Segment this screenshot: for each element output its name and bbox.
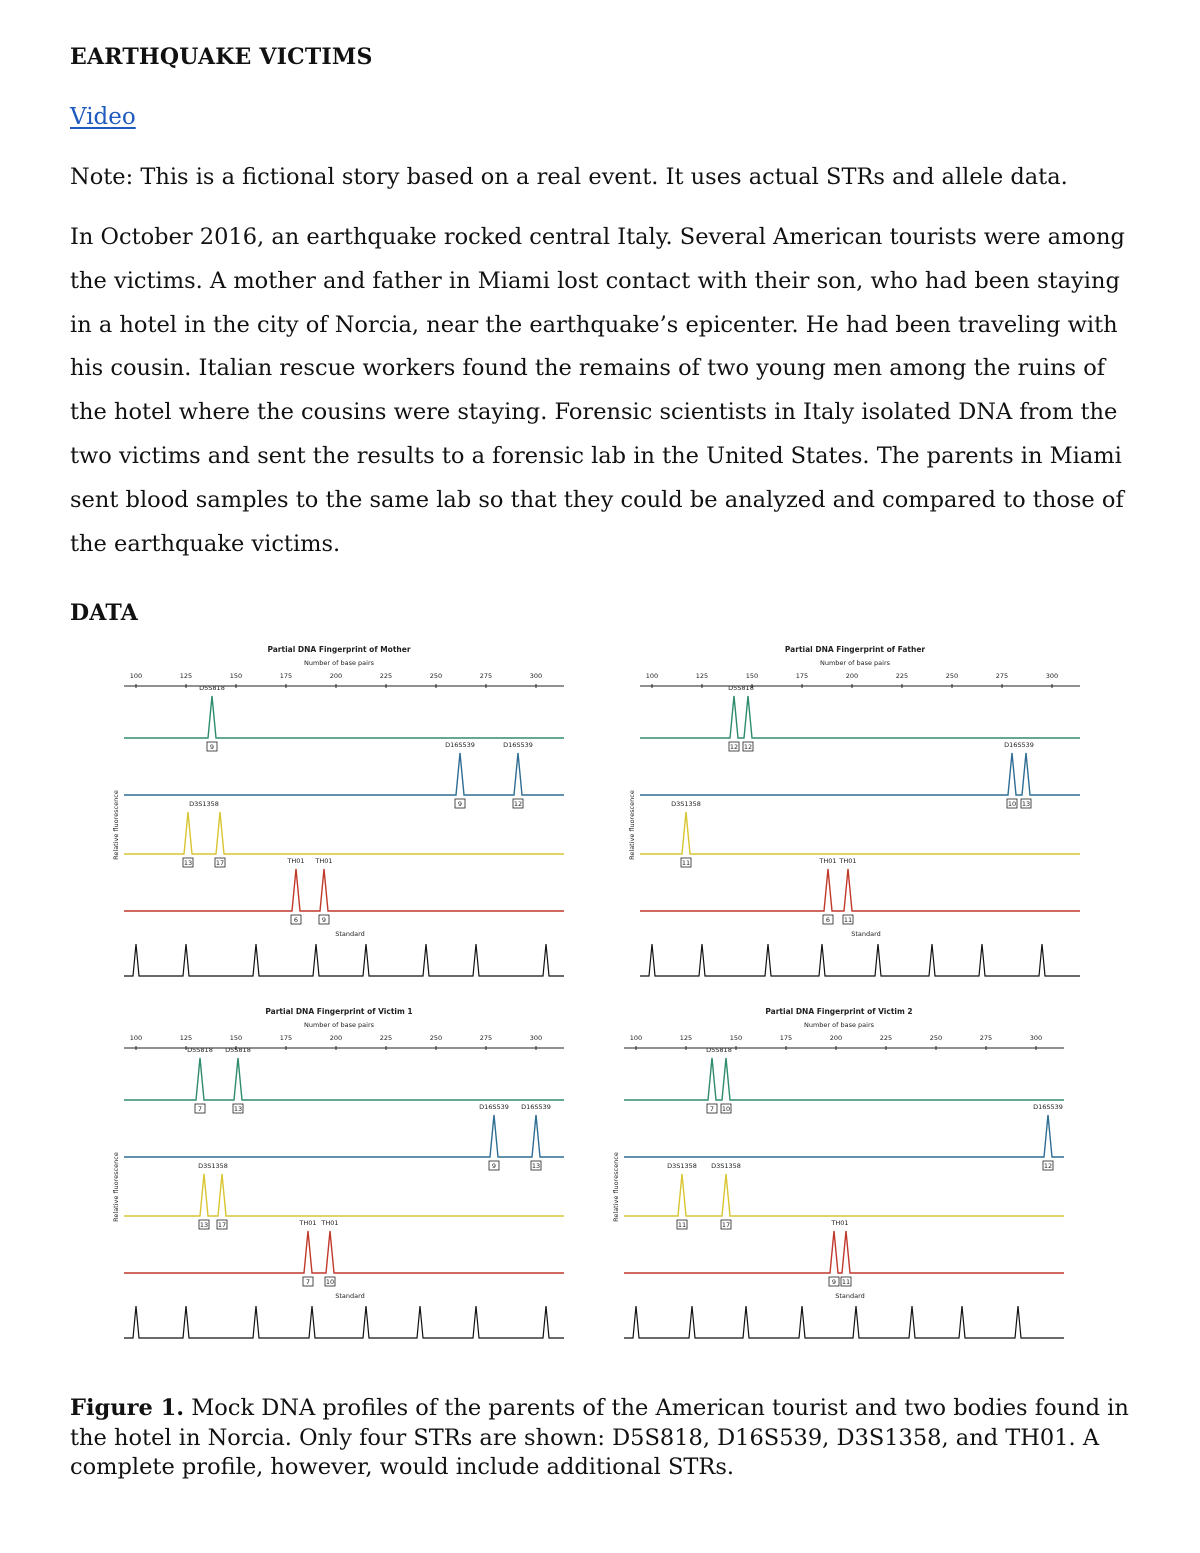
marker-label: TH01	[831, 1219, 849, 1227]
trace-th01	[124, 869, 564, 911]
marker-label: D5S818	[199, 684, 225, 692]
marker-label: D3S1358	[189, 800, 219, 808]
standard-label: Standard	[851, 930, 881, 938]
allele-value: 12	[729, 743, 739, 751]
tick-label: 125	[179, 672, 193, 680]
allele-value: 7	[305, 1278, 311, 1286]
marker-label: D3S1358	[711, 1162, 741, 1170]
tick-label: 125	[679, 1034, 693, 1042]
tick-label: 175	[279, 672, 293, 680]
trace-d3s1358	[640, 812, 1080, 854]
trace-d16s539	[624, 1115, 1064, 1157]
chart-victim-1	[114, 1002, 594, 1362]
allele-value: 11	[681, 859, 691, 867]
allele-value: 11	[843, 916, 853, 924]
allele-value: 11	[677, 1221, 687, 1229]
tick-label: 125	[695, 672, 709, 680]
marker-label: TH01	[315, 857, 333, 865]
trace-th01	[624, 1231, 1064, 1273]
allele-value: 13	[1021, 800, 1031, 808]
allele-value: 9	[209, 743, 215, 751]
trace-d5s818	[624, 1058, 1064, 1100]
allele-value: 10	[1007, 800, 1017, 808]
allele-value: 13	[199, 1221, 209, 1229]
tick-label: 250	[945, 672, 959, 680]
marker-label: D5S818	[706, 1046, 732, 1054]
trace-d5s818	[640, 696, 1080, 738]
trace-th01	[124, 1231, 564, 1273]
tick-label: 175	[279, 1034, 293, 1042]
marker-label: D5S818	[728, 684, 754, 692]
marker-label: TH01	[287, 857, 305, 865]
allele-value: 9	[321, 916, 327, 924]
chart-title: Partial DNA Fingerprint of Father	[784, 645, 926, 654]
tick-label: 200	[845, 672, 859, 680]
trace-th01	[640, 869, 1080, 911]
y-axis-label: Relative fluorescence	[112, 790, 120, 860]
y-axis-label: Relative fluorescence	[612, 1152, 620, 1222]
trace-d16s539	[640, 753, 1080, 795]
page-title: EARTHQUAKE VICTIMS	[70, 44, 373, 70]
marker-label: D3S1358	[198, 1162, 228, 1170]
allele-value: 11	[841, 1278, 851, 1286]
trace-d16s539	[124, 753, 564, 795]
trace-d3s1358	[624, 1174, 1064, 1216]
tick-label: 100	[129, 1034, 143, 1042]
marker-label: D5S818	[187, 1046, 213, 1054]
chart-victim-2	[614, 1002, 1094, 1362]
tick-label: 225	[379, 1034, 393, 1042]
tick-label: 225	[879, 1034, 893, 1042]
chart-title: Partial DNA Fingerprint of Mother	[267, 645, 411, 654]
marker-label: D16S539	[1033, 1103, 1063, 1111]
allele-value: 17	[215, 859, 225, 867]
standard-trace	[640, 944, 1080, 976]
marker-label: TH01	[819, 857, 837, 865]
video-link[interactable]: Video	[70, 104, 136, 130]
tick-label: 300	[1029, 1034, 1043, 1042]
y-axis-label: Relative fluorescence	[112, 1152, 120, 1222]
marker-label: TH01	[839, 857, 857, 865]
figure-caption	[70, 1394, 1130, 1483]
tick-label: 125	[179, 1034, 193, 1042]
tick-label: 300	[1045, 672, 1059, 680]
standard-label: Standard	[335, 1292, 365, 1300]
tick-label: 200	[829, 1034, 843, 1042]
tick-label: 150	[229, 672, 243, 680]
tick-label: 200	[329, 1034, 343, 1042]
dna-profile-svg	[614, 1002, 1074, 1347]
standard-trace	[124, 1306, 564, 1338]
tick-label: 300	[529, 1034, 543, 1042]
marker-label: TH01	[321, 1219, 339, 1227]
dna-profile-svg	[630, 640, 1090, 985]
chart-title: Partial DNA Fingerprint of Victim 1	[265, 1007, 413, 1016]
marker-label: TH01	[299, 1219, 317, 1227]
trace-d5s818	[124, 1058, 564, 1100]
allele-value: 10	[325, 1278, 335, 1286]
trace-d3s1358	[124, 812, 564, 854]
standard-label: Standard	[335, 930, 365, 938]
x-axis-label: Number of base pairs	[303, 1021, 375, 1029]
trace-d16s539	[124, 1115, 564, 1157]
standard-label: Standard	[835, 1292, 865, 1300]
marker-label: D16S539	[445, 741, 475, 749]
tick-label: 250	[929, 1034, 943, 1042]
tick-label: 200	[329, 672, 343, 680]
tick-label: 225	[895, 672, 909, 680]
marker-label: D3S1358	[671, 800, 701, 808]
dna-profile-svg	[114, 640, 574, 985]
allele-value: 9	[831, 1278, 837, 1286]
tick-label: 250	[429, 1034, 443, 1042]
tick-label: 275	[995, 672, 1009, 680]
standard-trace	[624, 1306, 1064, 1338]
marker-label: D16S539	[479, 1103, 509, 1111]
marker-label: D3S1358	[667, 1162, 697, 1170]
trace-d3s1358	[124, 1174, 564, 1216]
allele-value: 13	[183, 859, 193, 867]
marker-label: D5S818	[225, 1046, 251, 1054]
tick-label: 250	[429, 672, 443, 680]
allele-value: 13	[233, 1105, 243, 1113]
allele-value: 7	[197, 1105, 203, 1113]
allele-value: 17	[721, 1221, 731, 1229]
x-axis-label: Number of base pairs	[303, 659, 375, 667]
allele-value: 12	[743, 743, 753, 751]
allele-value: 9	[457, 800, 463, 808]
tick-label: 100	[629, 1034, 643, 1042]
tick-label: 175	[779, 1034, 793, 1042]
x-axis-label: Number of base pairs	[803, 1021, 875, 1029]
allele-value: 6	[825, 916, 831, 924]
allele-value: 17	[217, 1221, 227, 1229]
story-paragraph: In October 2016, an earthquake rocked central Italy. Several American tourists were among the victims. A mother and father in Miami lost contact with their son, who had been staying in a hotel in the city of Norcia, near the earthquake’s epicenter. He had been traveling with his cousin. Italian rescue workers found the remains of two young men among the ruins of the hotel where the cousins were staying. Forensic scientists in Italy isolated DNA from the two victims and sent the results to a forensic lab in the United States. The parents in Miami sent blood samples to the same lab so that they could be analyzed and compared to those of the earthquake victims.	[70, 224, 1125, 557]
chart-mother	[114, 640, 594, 1000]
tick-label: 150	[229, 1034, 243, 1042]
data-heading: DATA	[70, 600, 138, 626]
tick-label: 150	[729, 1034, 743, 1042]
x-axis-label: Number of base pairs	[819, 659, 891, 667]
trace-d5s818	[124, 696, 564, 738]
allele-value: 13	[531, 1162, 541, 1170]
tick-label: 100	[129, 672, 143, 680]
chart-father	[630, 640, 1110, 1000]
tick-label: 275	[979, 1034, 993, 1042]
tick-label: 175	[795, 672, 809, 680]
tick-label: 275	[479, 1034, 493, 1042]
marker-label: D16S539	[503, 741, 533, 749]
standard-trace	[124, 944, 564, 976]
chart-title: Partial DNA Fingerprint of Victim 2	[765, 1007, 913, 1016]
dna-profile-svg	[114, 1002, 574, 1347]
y-axis-label: Relative fluorescence	[628, 790, 636, 860]
caption-text: Mock DNA profiles of the parents of the American tourist and two bodies found in the hotel in Norcia. Only four STRs are shown: D5S818, D16S539, D3S1358, and TH01. A complete profile, however, would include additional STRs.	[70, 1395, 1129, 1480]
allele-value: 7	[709, 1105, 715, 1113]
allele-value: 12	[1043, 1162, 1053, 1170]
allele-value: 12	[513, 800, 523, 808]
tick-label: 225	[379, 672, 393, 680]
tick-label: 275	[479, 672, 493, 680]
tick-label: 150	[745, 672, 759, 680]
allele-value: 9	[491, 1162, 497, 1170]
caption-label: Figure 1.	[70, 1395, 185, 1421]
marker-label: D16S539	[1004, 741, 1034, 749]
marker-label: D16S539	[521, 1103, 551, 1111]
tick-label: 100	[645, 672, 659, 680]
tick-label: 300	[529, 672, 543, 680]
allele-value: 10	[721, 1105, 731, 1113]
allele-value: 6	[293, 916, 299, 924]
note-paragraph: Note: This is a fictional story based on a real event. It uses actual STRs and allele data.	[70, 164, 1068, 190]
